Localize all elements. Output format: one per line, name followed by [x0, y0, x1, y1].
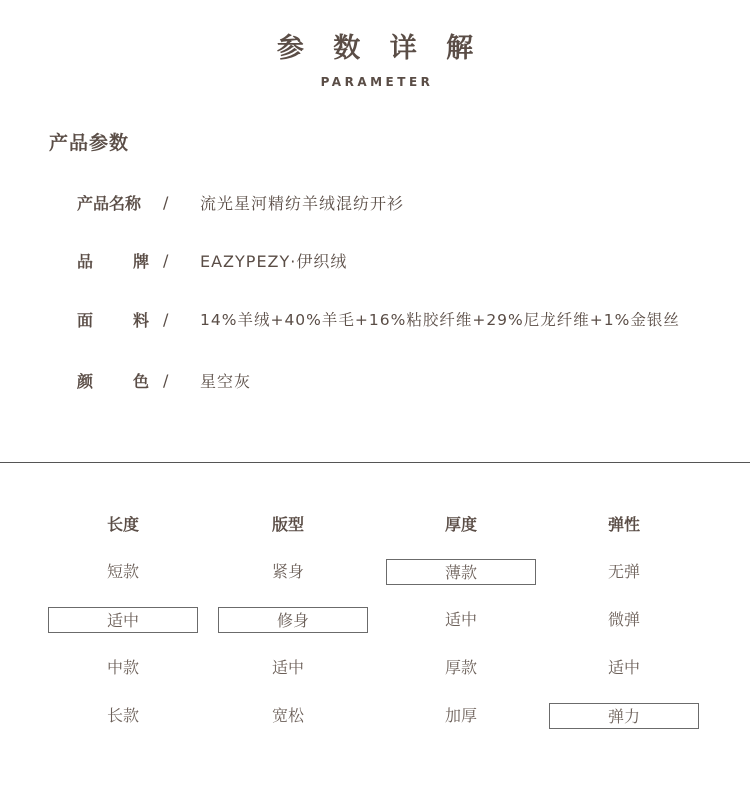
- attr-header-fit: 版型: [271, 515, 304, 534]
- attr-option-length: 短款: [106, 562, 139, 581]
- spec-separator: /: [163, 192, 169, 212]
- attr-option-thickness-selected: 薄款: [386, 559, 536, 585]
- spec-label: [77, 249, 149, 272]
- spec-label-char: 料: [132, 310, 149, 330]
- attr-header-length: 长度: [106, 515, 139, 534]
- section-divider: [0, 462, 750, 463]
- spec-label-char: 品: [77, 251, 94, 271]
- attr-header-thickness: 厚度: [444, 515, 477, 534]
- page-subtitle: PARAMETER: [320, 75, 434, 89]
- attr-option-elasticity-selected: 弹力: [549, 703, 699, 729]
- attr-option-thickness: 加厚: [444, 706, 477, 725]
- spec-row-name: [77, 190, 404, 214]
- spec-separator: /: [163, 250, 169, 270]
- spec-label-char: 颜: [77, 371, 94, 391]
- spec-value: 星空灰: [200, 371, 252, 391]
- spec-label: [77, 308, 149, 331]
- spec-label: [77, 369, 149, 392]
- attr-option-fit: 适中: [271, 658, 304, 677]
- spec-row-material: [77, 307, 680, 331]
- spec-row-color: [77, 368, 251, 392]
- spec-label-char: 色: [132, 371, 149, 391]
- spec-separator: /: [163, 370, 169, 390]
- attr-option-fit: 宽松: [271, 706, 304, 725]
- spec-label: [77, 191, 149, 214]
- spec-row-brand: [77, 248, 347, 272]
- attr-option-elasticity: 适中: [607, 658, 640, 677]
- attr-option-fit: 紧身: [271, 562, 304, 581]
- spec-label-text: 产品名称: [77, 193, 142, 213]
- spec-label-char: 面: [77, 310, 94, 330]
- attr-option-fit-selected: 修身: [218, 607, 368, 633]
- attr-option-length-selected: 适中: [48, 607, 198, 633]
- attr-header-elasticity: 弹性: [607, 515, 640, 534]
- attr-option-thickness: 厚款: [444, 658, 477, 677]
- spec-label-char: 牌: [132, 251, 149, 271]
- page-title: 参 数 详 解: [276, 33, 484, 64]
- section-title-product-params: 产品参数: [49, 132, 130, 154]
- spec-value: 流光星河精纺羊绒混纺开衫: [200, 193, 405, 213]
- attr-option-elasticity: 无弹: [607, 562, 640, 581]
- spec-value: 14%羊绒+40%羊毛+16%粘胶纤维+29%尼龙纤维+1%金银丝: [200, 311, 680, 329]
- page-header: [0, 26, 750, 89]
- attr-option-length: 长款: [106, 706, 139, 725]
- attr-option-length: 中款: [106, 658, 139, 677]
- spec-value: EAZYPEZY·伊织绒: [200, 251, 348, 271]
- attr-option-thickness: 适中: [444, 610, 477, 629]
- attr-option-elasticity: 微弹: [607, 610, 640, 629]
- spec-separator: /: [163, 309, 169, 329]
